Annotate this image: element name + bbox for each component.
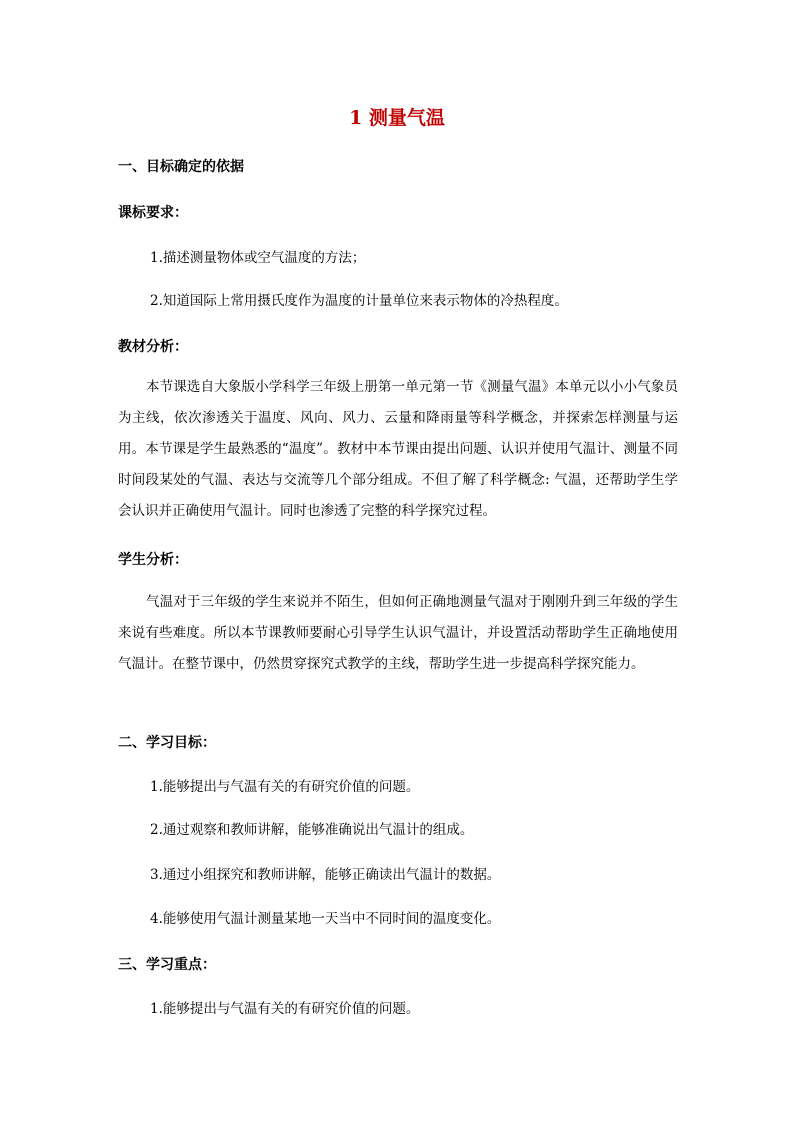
goal-item-3: 3.通过小组探究和教师讲解，能够正确读出气温计的数据。	[150, 867, 501, 883]
textbook-paragraph: 本节课选自大象版小学科学三年级上册第一单元第一节《测量气温》本单元以小小气象员为主线，依次渗透关于温度、风向、风力、云量和降雨量等科学概念，并探索怎样测量与运用。本节课是学生最熟悉的“温度”。教材中本节课由提出问题、认识并使用气温计、测量不同时间段某处的气温、表达与交流等几个部分组成。不但了解了科学概念: 气温，还帮助学生学会认识并正确使用气温计。同时也渗透了完整的科学探究过程。	[118, 379, 678, 519]
subheading-students: 学生分析：	[118, 552, 188, 568]
goal-item-1: 1.能够提出与气温有关的有研究价值的问题。	[150, 779, 420, 795]
section-heading-key-points: 三、学习重点：	[118, 957, 216, 973]
subheading-curriculum: 课标要求：	[118, 205, 188, 221]
section-heading-basis: 一、目标确定的依据	[118, 159, 244, 175]
goal-item-2: 2.通过观察和教师讲解，能够准确说出气温计的组成。	[150, 822, 474, 838]
students-paragraph: 气温对于三年级的学生来说并不陌生，但如何正确地测量气温对于刚刚升到三年级的学生来说有些难度。所以本节课教师要耐心引导学生认识气温计，并设置活动帮助学生正确地使用气温计。在整节课中，仍然贯穿探究式教学的主线，帮助学生进一步提高科学探究能力。	[118, 594, 678, 672]
key-point-item-1: 1.能够提出与气温有关的有研究价值的问题。	[150, 1001, 420, 1017]
curriculum-item-2: 2.知道国际上常用摄氏度作为温度的计量单位来表示物体的冷热程度。	[150, 293, 568, 309]
section-heading-goals: 二、学习目标：	[118, 735, 216, 751]
curriculum-item-1: 1.描述测量物体或空气温度的方法；	[150, 250, 366, 266]
goal-item-4: 4.能够使用气温计测量某地一天当中不同时间的温度变化。	[150, 911, 501, 927]
subheading-textbook: 教材分析：	[118, 339, 188, 355]
page-title: 1 测量气温	[349, 107, 445, 129]
